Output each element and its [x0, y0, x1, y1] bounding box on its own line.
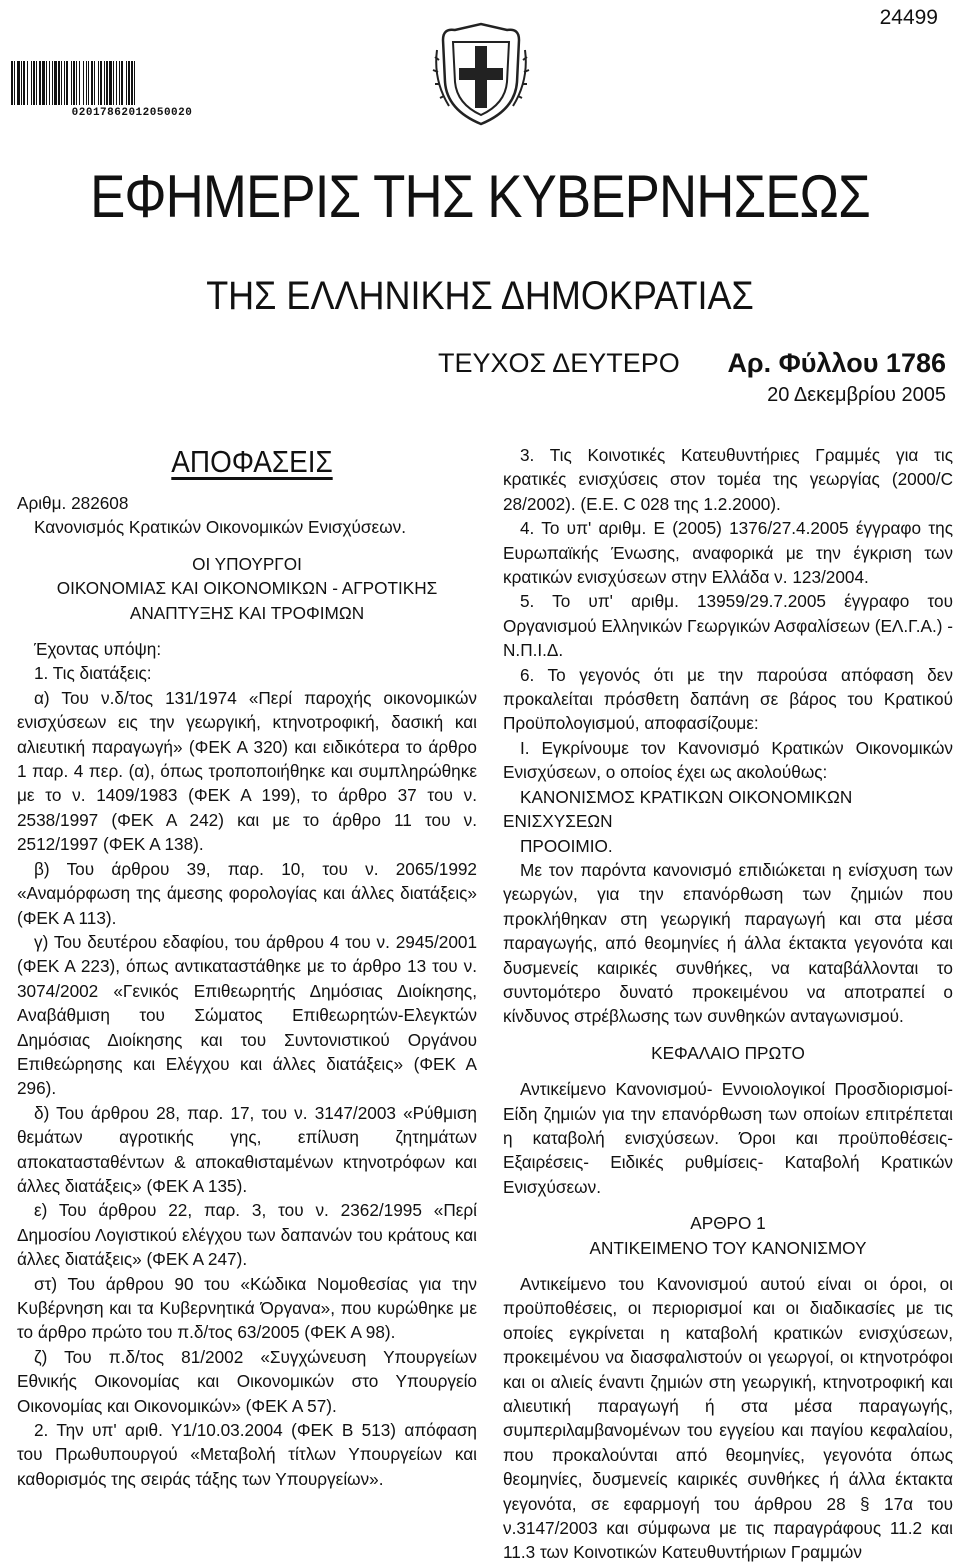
para-b: β) Του άρθρου 39, παρ. 10, του ν. 2065/1992 «Αναμόρφωση της άμεσης φορολογίας και άλλες διατάξεις» (ΦΕΚ Α 113).	[17, 858, 477, 928]
decision-number: Αριθμ. 282608	[17, 493, 129, 513]
issue-number: Αρ. Φύλλου 1786	[727, 348, 946, 378]
gazette-subtitle: ΤΗΣ ΕΛΛΗΝΙΚΗΣ ΔΗΜΟΚΡΑΤΙΑΣ	[206, 274, 754, 318]
item-1: 1. Τις διατάξεις:	[34, 663, 152, 684]
para-a: α) Του ν.δ/τος 131/1974 «Περί παροχής οικονομικών ενισχύσεων εις την γεωργική, κτηνοτροφική, δασική και αλιευτική παραγωγή» (ΦΕΚ Α 320) και ειδικότερα το άρθρο 1 παρ. 4 περ. (α), όπως τροποποιήθηκε και συμπληρώθηκε με το ν. 1409/1983 (ΦΕΚ Α 199), το άρθρο 37 του ν. 2538/1997 (ΦΕΚ Α 242) και με το άρθρο 11 του ν. 2512/1997 (ΦΕΚ Α 138).	[17, 687, 477, 855]
item-6: 6. Το γεγονός ότι με την παρούσα απόφαση δεν προκαλείται πρόσθετη δαπάνη σε βάρος του Κρατικού Προϋπολογισμού, αποφασίζουμε:	[503, 664, 953, 734]
having-regard: Έχοντας υπόψη:	[34, 639, 162, 660]
para-d: δ) Του άρθρου 28, παρ. 17, του ν. 3147/2003 «Ρύθμιση θεμάτων αγροτικής γης, επίλυση ζητημάτων αποκατασταθέντων & αποκαθισταμένων κτηνοτρόφων και άλλες διατάξεις» (ΦΕΚ Α 135).	[17, 1102, 477, 1196]
barcode-number: 02017862012050020	[71, 107, 193, 119]
section-title: ΑΠΟΦΑΣΕΙΣ	[171, 444, 333, 479]
issue-type: ΤΕΥΧΟΣ ΔΕΥΤΕΡΟ	[438, 348, 680, 378]
ministers-line-3: ΑΝΑΠΤΥΞΗΣ ΚΑΙ ΤΡΟΦΙΜΩΝ	[129, 602, 365, 623]
decision-subject: Κανονισμός Κρατικών Οικονομικών Ενισχύσεων.	[34, 517, 406, 538]
decision-I: Ι. Εγκρίνουμε τον Κανονισμό Κρατικών Οικονομικών Ενισχύσεων, ο οποίος έχει ως ακολούθως:	[503, 737, 953, 783]
para-z: ζ) Του π.δ/τος 81/2002 «Συγχώνευση Υπουργείων Εθνικής Οικονομίας και Οικονομικών στο Υπουργείο Οικονομίας και Οικονομικών» (ΦΕΚ Α 57).	[17, 1346, 477, 1416]
article-title: ΑΝΤΙΚΕΙΜΕΝΟ ΤΟΥ ΚΑΝΟΝΙΣΜΟΥ	[589, 1237, 867, 1258]
chapter-title: ΚΕΦΑΛΑΙΟ ΠΡΩΤΟ	[651, 1042, 805, 1063]
article-number: ΑΡΘΡΟ 1	[690, 1213, 766, 1234]
page-number: 24499	[879, 6, 938, 29]
para-e: ε) Του άρθρου 22, παρ. 3, του ν. 2362/1995 «Περί Δημοσίου Λογιστικού ελέγχου των δαπανών του κράτους και άλλες διατάξεις» (ΦΕΚ Α 247).	[17, 1200, 477, 1270]
item-2: 2. Την υπ' αριθ. Υ1/10.03.2004 (ΦΕΚ Β 513) απόφαση του Πρωθυπουργού «Μεταβολή τίτλων Υπουργείων και καθορισμός της σειράς τάξης των Υπουργείων».	[17, 1420, 477, 1489]
ministers-line-1: ΟΙ ΥΠΟΥΡΓΟΙ	[192, 553, 302, 574]
right-column	[503, 443, 953, 1565]
issue-date: 20 Δεκεμβρίου 2005	[767, 384, 946, 406]
gazette-title: ΕΦΗΜΕΡΙΣ ΤΗΣ ΚΥΒΕΡΝΗΣΕΩΣ	[90, 163, 870, 230]
item-4: 4. Το υπ' αριθμ. Ε (2005) 1376/27.4.2005 έγγραφο της Ευρωπαϊκής Ένωσης, αναφορικά με την έγκριση των κρατικών ενισχύσεων στην Ελλάδα ν. 123/2004.	[503, 518, 953, 588]
para-st: στ) Του άρθρου 90 του «Κώδικα Νομοθεσίας για την Κυβέρνηση και τα Κυβερνητικά Όργανα», που κυρώθηκε με το άρθρο πρώτο του π.δ/τος 63/2005 (ΦΕΚ Α 98).	[17, 1273, 477, 1343]
article-text: Αντικείμενο του Κανονισμού αυτού είναι οι όροι, οι προϋποθέσεις, οι περιορισμοί και οι διαδικασίες με τις οποίες εγκρίνεται η καταβολή κρατικών ενισχύσεων, προκειμένου να διασφαλιστούν οι γεωργοί, οι κτηνοτρόφοι και οι αλιείς έναντι ζημιών στη γεωργική, κτηνοτροφική και αλιευτική παραγωγή ή στα μέσα παραγωγής, συμπεριλαμβανομένων του εγγείου και παγίου κεφαλαίου, που προκαλούνται από θεομηνίες, γεγονότα όπως θεομηνίες, δυσμενείς καιρικές συνθήκες ή άλλα έκτακτα γεγονότα, σε εφαρμογή του άρθρου 28 § 17α του ν.3147/2003 και σύμφωνα με τις παραγράφους 11.2 και 11.3 των Κοινοτικών Κατευθυντήριων Γραμμών	[503, 1274, 953, 1563]
chapter-text: Αντικείμενο Κανονισμού- Εννοιολογικοί Προσδιορισμοί- Είδη ζημιών για την επανόρθωση των οποίων επιτρέπεται η καταβολή ενισχύσεων. Όροι και προϋποθέσεις- Εξαιρέσεις- Ειδικές ρυθμίσεις- Καταβολή Κρατικών Ενισχύσεων.	[503, 1079, 953, 1197]
left-column	[17, 443, 477, 1491]
preamble-text: Με τον παρόντα κανονισμό επιδιώκεται η ενίσχυση των γεωργών, για την επανόρθωση των ζημιών που προκλήθηκαν στη γεωργική παραγωγή και στα μέσα παραγωγής, από θεομηνίες ή άλλα έκτακτα γεγονότα και δυσμενείς καιρικές συνθήκες, να καταβάλλονται το συντομότερο δυνατό προκειμένου να αποτραπεί ο κίνδυνος στρέβλωσης των συνθηκών ανταγωνισμού.	[503, 859, 953, 1027]
barcode-bars	[11, 61, 253, 105]
ministers-line-2: ΟΙΚΟΝΟΜΙΑΣ ΚΑΙ ΟΙΚΟΝΟΜΙΚΩΝ - ΑΓΡΟΤΙΚΗΣ	[56, 578, 438, 599]
regulation-title: ΚΑΝΟΝΙΣΜΟΣ ΚΡΑΤΙΚΩΝ ΟΙΚΟΝΟΜΙΚΩΝ ΕΝΙΣΧΥΣΕΩΝ	[503, 786, 853, 832]
para-c: γ) Του δευτέρου εδαφίου, του άρθρου 4 του ν. 2945/2001 (ΦΕΚ Α 223), όπως αντικαταστάθηκε με το άρθρο 13 του ν. 3074/2002 «Γενικός Επιθεωρητής Δημόσιας Διοίκησης, Αναβάθμιση του Σώματος Επιθεωρητών-Ελεγκτών Δημόσιας Διοίκησης και του Συντονιστικού Οργάνου Επιθεώρησης και Ελέγχου και άλλες διατάξεις» (ΦΕΚ Α 296).	[17, 931, 477, 1099]
greek-coat-of-arms-icon	[431, 20, 531, 130]
preamble-title: ΠΡΟΟΙΜΙΟ.	[520, 835, 613, 856]
barcode	[11, 61, 253, 119]
item-5: 5. Το υπ' αριθμ. 13959/29.7.2005 έγγραφο του Οργανισμού Ελληνικών Γεωργικών Ασφαλίσεων (ΕΛ.Γ.Α.) - Ν.Π.Ι.Δ.	[503, 591, 953, 661]
item-3: 3. Τις Κοινοτικές Κατευθυντήριες Γραμμές για τις κρατικές ενισχύσεις στον τομέα της γεωργίας (2000/C 28/2002). (Ε.Ε. C 028 της 1.2.2000).	[503, 445, 953, 514]
